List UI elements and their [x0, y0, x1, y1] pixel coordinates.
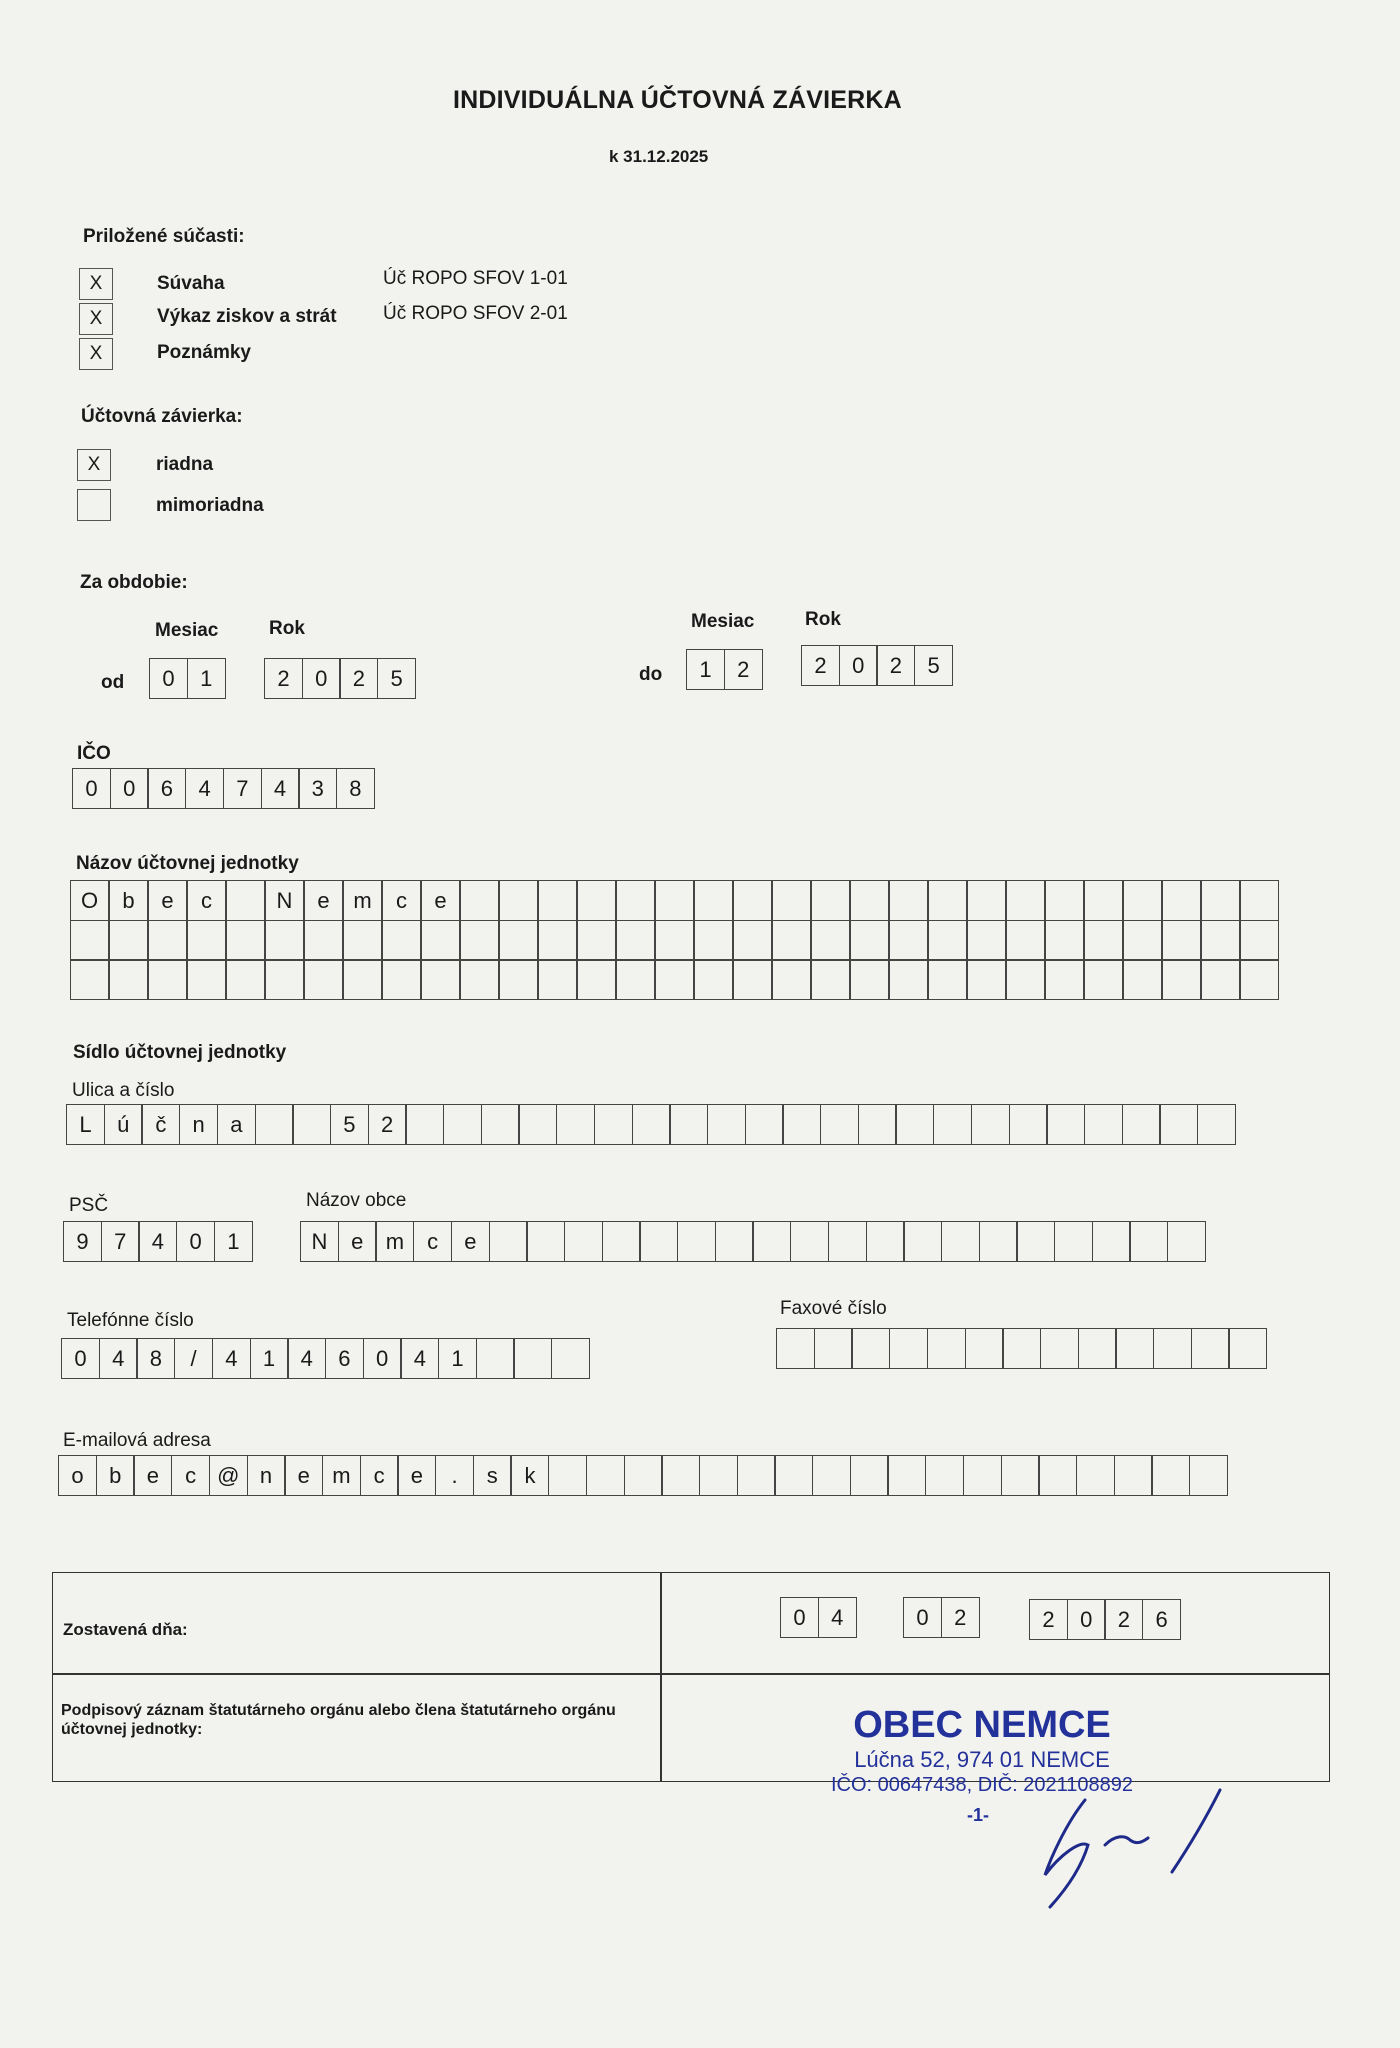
- signature-label: Podpisový záznam štatutárneho orgánu alebo člena štatutárneho orgánu účtovnej jednotky:: [61, 1702, 616, 1738]
- char-box[interactable]: [602, 1221, 641, 1262]
- char-box[interactable]: [933, 1104, 972, 1145]
- char-box[interactable]: 6: [147, 768, 186, 809]
- char-box[interactable]: 0: [72, 768, 111, 809]
- char-box[interactable]: [1153, 1328, 1192, 1369]
- char-box[interactable]: [928, 880, 967, 921]
- char-box[interactable]: [255, 1104, 294, 1145]
- char-box[interactable]: [1201, 920, 1240, 961]
- char-box[interactable]: 0: [780, 1597, 819, 1638]
- char-box[interactable]: [382, 920, 421, 961]
- char-box[interactable]: [639, 1221, 678, 1262]
- char-box[interactable]: [889, 1328, 928, 1369]
- char-box[interactable]: [1201, 880, 1240, 921]
- char-box[interactable]: [1115, 1328, 1154, 1369]
- attachment-code-vykaz: Úč ROPO SFOV 2-01: [383, 303, 568, 324]
- psc-boxes[interactable]: [63, 1221, 252, 1262]
- char-box[interactable]: [928, 959, 967, 1000]
- char-box[interactable]: [1240, 959, 1279, 1000]
- char-box[interactable]: 6: [1142, 1599, 1181, 1640]
- char-box[interactable]: [109, 959, 148, 1000]
- town-boxes[interactable]: [300, 1221, 1205, 1262]
- char-box[interactable]: [733, 920, 772, 961]
- closing-type-checkbox-mimoriadna[interactable]: [77, 489, 111, 521]
- char-box[interactable]: [1189, 1455, 1228, 1496]
- char-box[interactable]: [1084, 959, 1123, 1000]
- attachment-label-vykaz: Výkaz ziskov a strát: [157, 306, 337, 327]
- char-box[interactable]: [616, 920, 655, 961]
- char-box[interactable]: [421, 920, 460, 961]
- period-from-year-label: Rok: [269, 618, 305, 639]
- char-box[interactable]: [737, 1455, 776, 1496]
- char-box[interactable]: 2: [941, 1597, 980, 1638]
- phone-label: Telefónne číslo: [67, 1310, 194, 1331]
- char-box[interactable]: [1084, 920, 1123, 961]
- char-box[interactable]: [772, 920, 811, 961]
- char-box[interactable]: 4: [287, 1338, 326, 1379]
- char-box[interactable]: [265, 920, 304, 961]
- char-box[interactable]: [343, 920, 382, 961]
- psc-label: PSČ: [69, 1195, 109, 1216]
- char-box[interactable]: [811, 920, 850, 961]
- char-box[interactable]: [1123, 920, 1162, 961]
- stamp-name: OBEC NEMCE: [853, 1704, 1111, 1746]
- char-box[interactable]: 4: [818, 1597, 857, 1638]
- char-box[interactable]: [460, 880, 499, 921]
- closing-type-heading: Účtovná závierka:: [81, 406, 243, 427]
- period-from-month-label: Mesiac: [155, 620, 219, 641]
- char-box[interactable]: e: [451, 1221, 490, 1262]
- char-box[interactable]: [1123, 880, 1162, 921]
- char-box[interactable]: [624, 1455, 663, 1496]
- form-title: INDIVIDUÁLNA ÚČTOVNÁ ZÁVIERKA: [453, 86, 902, 114]
- char-box[interactable]: L: [66, 1104, 105, 1145]
- char-box[interactable]: [1076, 1455, 1115, 1496]
- char-box[interactable]: [699, 1455, 738, 1496]
- char-box[interactable]: [655, 920, 694, 961]
- char-box[interactable]: [513, 1338, 552, 1379]
- attachment-checkbox-suvaha[interactable]: X: [79, 268, 113, 300]
- char-box[interactable]: [814, 1328, 853, 1369]
- char-box[interactable]: [812, 1455, 851, 1496]
- char-box[interactable]: [1159, 1104, 1198, 1145]
- char-box[interactable]: [1162, 920, 1201, 961]
- period-heading: Za obdobie:: [80, 572, 188, 593]
- char-box[interactable]: [790, 1221, 829, 1262]
- char-box[interactable]: [481, 1104, 520, 1145]
- char-box[interactable]: [850, 959, 889, 1000]
- char-box[interactable]: [707, 1104, 746, 1145]
- char-box[interactable]: 0: [1067, 1599, 1106, 1640]
- char-box[interactable]: 0: [110, 768, 149, 809]
- char-box[interactable]: [1123, 959, 1162, 1000]
- char-box[interactable]: 9: [63, 1221, 102, 1262]
- char-box[interactable]: [889, 880, 928, 921]
- char-box[interactable]: [564, 1221, 603, 1262]
- char-box[interactable]: [850, 920, 889, 961]
- char-box[interactable]: [632, 1104, 671, 1145]
- char-box[interactable]: [661, 1455, 700, 1496]
- char-box[interactable]: [1162, 880, 1201, 921]
- char-box[interactable]: [1197, 1104, 1236, 1145]
- char-box[interactable]: [941, 1221, 980, 1262]
- char-box[interactable]: e: [284, 1455, 323, 1496]
- char-box[interactable]: 2: [264, 658, 303, 699]
- char-box[interactable]: [70, 959, 109, 1000]
- char-box[interactable]: [887, 1455, 926, 1496]
- char-box[interactable]: 4: [400, 1338, 439, 1379]
- char-box[interactable]: [1092, 1221, 1131, 1262]
- char-box[interactable]: [858, 1104, 897, 1145]
- period-to-year-label: Rok: [805, 609, 841, 630]
- char-box[interactable]: [343, 959, 382, 1000]
- char-box[interactable]: [979, 1221, 1018, 1262]
- char-box[interactable]: s: [473, 1455, 512, 1496]
- char-box[interactable]: [226, 959, 265, 1000]
- char-box[interactable]: [382, 959, 421, 1000]
- char-box[interactable]: e: [338, 1221, 377, 1262]
- char-box[interactable]: O: [70, 880, 109, 921]
- char-box[interactable]: [421, 959, 460, 1000]
- char-box[interactable]: 4: [138, 1221, 177, 1262]
- char-box[interactable]: 4: [99, 1338, 138, 1379]
- char-box[interactable]: [772, 880, 811, 921]
- char-box[interactable]: 7: [101, 1221, 140, 1262]
- char-box[interactable]: [774, 1455, 813, 1496]
- char-box[interactable]: [677, 1221, 716, 1262]
- char-box[interactable]: [304, 959, 343, 1000]
- char-box[interactable]: 2: [876, 645, 915, 686]
- char-box[interactable]: [1191, 1328, 1230, 1369]
- char-box[interactable]: [499, 880, 538, 921]
- char-box[interactable]: [1009, 1104, 1048, 1145]
- char-box[interactable]: [782, 1104, 821, 1145]
- char-box[interactable]: 0: [61, 1338, 100, 1379]
- char-box[interactable]: [1038, 1455, 1077, 1496]
- char-box[interactable]: [850, 1455, 889, 1496]
- street-boxes[interactable]: [66, 1104, 1235, 1145]
- char-box[interactable]: [476, 1338, 515, 1379]
- compiled-year-boxes[interactable]: [1029, 1599, 1180, 1640]
- char-box[interactable]: 8: [136, 1338, 175, 1379]
- char-box[interactable]: e: [397, 1455, 436, 1496]
- char-box[interactable]: [1016, 1221, 1055, 1262]
- char-box[interactable]: 1: [250, 1338, 289, 1379]
- char-box[interactable]: 0: [839, 645, 878, 686]
- email-label: E-mailová adresa: [63, 1430, 211, 1451]
- closing-type-label-mimoriadna: mimoriadna: [156, 495, 264, 516]
- char-box[interactable]: 1: [187, 658, 226, 699]
- char-box[interactable]: 4: [212, 1338, 251, 1379]
- street-label: Ulica a číslo: [72, 1080, 175, 1101]
- char-box[interactable]: [1084, 880, 1123, 921]
- period-to-month-label: Mesiac: [691, 611, 755, 632]
- period-from-label: od: [101, 672, 125, 693]
- char-box[interactable]: ú: [104, 1104, 143, 1145]
- char-box[interactable]: [694, 880, 733, 921]
- char-box[interactable]: 0: [149, 658, 188, 699]
- char-box[interactable]: [538, 880, 577, 921]
- page-number: -1-: [967, 1805, 989, 1825]
- closing-type-checkbox-riadna[interactable]: X: [77, 449, 111, 481]
- char-box[interactable]: [1006, 959, 1045, 1000]
- stamp-address: Lúčna 52, 974 01 NEMCE: [854, 1747, 1110, 1772]
- ico-boxes[interactable]: [72, 768, 374, 809]
- char-box[interactable]: [148, 959, 187, 1000]
- char-box[interactable]: 0: [363, 1338, 402, 1379]
- char-box[interactable]: e: [148, 880, 187, 921]
- char-box[interactable]: [1054, 1221, 1093, 1262]
- char-box[interactable]: 2: [724, 649, 763, 690]
- char-box[interactable]: [551, 1338, 590, 1379]
- char-box[interactable]: [616, 959, 655, 1000]
- char-box[interactable]: [1151, 1455, 1190, 1496]
- closing-type-label-riadna: riadna: [156, 454, 214, 475]
- char-box[interactable]: 0: [302, 658, 341, 699]
- attachment-checkbox-poznamky[interactable]: X: [79, 338, 113, 370]
- char-box[interactable]: [538, 920, 577, 961]
- char-box[interactable]: [967, 880, 1006, 921]
- char-box[interactable]: [187, 920, 226, 961]
- char-box[interactable]: [776, 1328, 815, 1369]
- attachment-code-suvaha: Úč ROPO SFOV 1-01: [383, 268, 568, 289]
- char-box[interactable]: [1045, 959, 1084, 1000]
- char-box[interactable]: [889, 959, 928, 1000]
- char-box[interactable]: [733, 880, 772, 921]
- char-box[interactable]: 5: [377, 658, 416, 699]
- char-box[interactable]: c: [171, 1455, 210, 1496]
- char-box[interactable]: [460, 959, 499, 1000]
- char-box[interactable]: [828, 1221, 867, 1262]
- char-box[interactable]: [1240, 920, 1279, 961]
- unit-name-label: Názov účtovnej jednotky: [76, 853, 299, 874]
- char-box[interactable]: [499, 959, 538, 1000]
- period-to-month-boxes[interactable]: [686, 649, 761, 690]
- char-box[interactable]: [109, 920, 148, 961]
- char-box[interactable]: [460, 920, 499, 961]
- char-box[interactable]: [1240, 880, 1279, 921]
- char-box[interactable]: [903, 1221, 942, 1262]
- char-box[interactable]: [577, 920, 616, 961]
- char-box[interactable]: [850, 880, 889, 921]
- char-box[interactable]: [548, 1455, 587, 1496]
- char-box[interactable]: [1001, 1455, 1040, 1496]
- char-box[interactable]: [895, 1104, 934, 1145]
- char-box[interactable]: 4: [261, 768, 300, 809]
- unit-name-grid[interactable]: [70, 880, 1279, 999]
- char-box[interactable]: [811, 959, 850, 1000]
- char-box[interactable]: [655, 959, 694, 1000]
- char-box[interactable]: m: [343, 880, 382, 921]
- char-box[interactable]: c: [360, 1455, 399, 1496]
- char-box[interactable]: @: [209, 1455, 248, 1496]
- char-box[interactable]: [655, 880, 694, 921]
- char-box[interactable]: [577, 959, 616, 1000]
- period-to-year-boxes[interactable]: [801, 645, 952, 686]
- char-box[interactable]: e: [304, 880, 343, 921]
- attachment-label-poznamky: Poznámky: [157, 342, 251, 363]
- char-box[interactable]: [226, 920, 265, 961]
- phone-boxes[interactable]: [61, 1338, 589, 1379]
- period-from-month-boxes[interactable]: [149, 658, 224, 699]
- char-box[interactable]: [538, 959, 577, 1000]
- handwritten-signature: [1030, 1780, 1270, 1920]
- char-box[interactable]: 5: [330, 1104, 369, 1145]
- char-box[interactable]: [1046, 1104, 1085, 1145]
- char-box[interactable]: [1122, 1104, 1161, 1145]
- char-box[interactable]: [965, 1328, 1004, 1369]
- char-box[interactable]: [925, 1455, 964, 1496]
- char-box[interactable]: [70, 920, 109, 961]
- char-box[interactable]: 1: [214, 1221, 253, 1262]
- char-box[interactable]: 1: [686, 649, 725, 690]
- char-box[interactable]: 6: [325, 1338, 364, 1379]
- compiled-label: Zostavená dňa:: [63, 1620, 188, 1639]
- char-box[interactable]: [1078, 1328, 1117, 1369]
- char-box[interactable]: 1: [438, 1338, 477, 1379]
- char-box[interactable]: 2: [368, 1104, 407, 1145]
- char-box[interactable]: [715, 1221, 754, 1262]
- char-box[interactable]: [889, 920, 928, 961]
- ico-label: IČO: [77, 743, 111, 764]
- char-box[interactable]: .: [435, 1455, 474, 1496]
- period-from-year-boxes[interactable]: [264, 658, 415, 699]
- fax-boxes[interactable]: [776, 1328, 1266, 1369]
- town-label: Názov obce: [306, 1190, 407, 1211]
- char-box[interactable]: [1167, 1221, 1206, 1262]
- attachment-checkbox-vykaz[interactable]: X: [79, 303, 113, 335]
- char-box[interactable]: [499, 920, 538, 961]
- char-box[interactable]: [1045, 920, 1084, 961]
- char-box[interactable]: [443, 1104, 482, 1145]
- char-box[interactable]: [526, 1221, 565, 1262]
- char-box[interactable]: 2: [1029, 1599, 1068, 1640]
- char-box[interactable]: 5: [914, 645, 953, 686]
- char-box[interactable]: 3: [298, 768, 337, 809]
- char-box[interactable]: [1040, 1328, 1079, 1369]
- char-box[interactable]: [745, 1104, 784, 1145]
- stamp-ids: IČO: 00647438, DIČ: 2021108892: [830, 1774, 1134, 1796]
- char-box[interactable]: [304, 920, 343, 961]
- attachments-heading: Priložené súčasti:: [83, 226, 245, 247]
- char-box[interactable]: [967, 920, 1006, 961]
- char-box[interactable]: [1045, 880, 1084, 921]
- compiled-month-boxes[interactable]: [903, 1597, 978, 1638]
- char-box[interactable]: [616, 880, 655, 921]
- char-box[interactable]: [1201, 959, 1240, 1000]
- char-box[interactable]: [556, 1104, 595, 1145]
- char-box[interactable]: [1129, 1221, 1168, 1262]
- char-box[interactable]: [927, 1328, 966, 1369]
- char-box[interactable]: [489, 1221, 528, 1262]
- period-to-label: do: [639, 664, 663, 685]
- char-box[interactable]: [772, 959, 811, 1000]
- char-box[interactable]: [577, 880, 616, 921]
- char-box[interactable]: c: [187, 880, 226, 921]
- char-box[interactable]: m: [322, 1455, 361, 1496]
- char-box[interactable]: [811, 880, 850, 921]
- char-box[interactable]: e: [421, 880, 460, 921]
- char-box[interactable]: [1228, 1328, 1267, 1369]
- char-box[interactable]: 4: [185, 768, 224, 809]
- char-box[interactable]: k: [510, 1455, 549, 1496]
- char-box[interactable]: [866, 1221, 905, 1262]
- char-box[interactable]: n: [247, 1455, 286, 1496]
- attachment-label-suvaha: Súvaha: [157, 273, 225, 294]
- char-box[interactable]: 2: [1104, 1599, 1143, 1640]
- char-box[interactable]: o: [58, 1455, 97, 1496]
- char-box[interactable]: [586, 1455, 625, 1496]
- char-box[interactable]: c: [382, 880, 421, 921]
- char-box[interactable]: e: [133, 1455, 172, 1496]
- char-box[interactable]: 0: [903, 1597, 942, 1638]
- char-box[interactable]: c: [413, 1221, 452, 1262]
- char-box[interactable]: [752, 1221, 791, 1262]
- char-box[interactable]: N: [300, 1221, 339, 1262]
- form-date: k 31.12.2025: [609, 147, 709, 166]
- char-box[interactable]: N: [265, 880, 304, 921]
- char-box[interactable]: [733, 959, 772, 1000]
- char-box[interactable]: b: [96, 1455, 135, 1496]
- char-box[interactable]: [963, 1455, 1002, 1496]
- char-box[interactable]: [1162, 959, 1201, 1000]
- char-box[interactable]: [971, 1104, 1010, 1145]
- char-box[interactable]: b: [109, 880, 148, 921]
- char-box[interactable]: m: [375, 1221, 414, 1262]
- char-box[interactable]: a: [217, 1104, 256, 1145]
- char-box[interactable]: [669, 1104, 708, 1145]
- char-box[interactable]: [694, 920, 733, 961]
- char-box[interactable]: 8: [336, 768, 375, 809]
- char-box[interactable]: [187, 959, 226, 1000]
- email-boxes[interactable]: [58, 1455, 1227, 1496]
- char-box[interactable]: [226, 880, 265, 921]
- char-box[interactable]: [1006, 880, 1045, 921]
- char-box[interactable]: [820, 1104, 859, 1145]
- char-box[interactable]: /: [174, 1338, 213, 1379]
- char-box[interactable]: [1002, 1328, 1041, 1369]
- char-box[interactable]: [694, 959, 733, 1000]
- char-box[interactable]: [1006, 920, 1045, 961]
- char-box[interactable]: [148, 920, 187, 961]
- char-box[interactable]: 2: [801, 645, 840, 686]
- char-box[interactable]: [265, 959, 304, 1000]
- char-box[interactable]: 0: [176, 1221, 215, 1262]
- char-box[interactable]: [594, 1104, 633, 1145]
- compiled-day-boxes[interactable]: [780, 1597, 855, 1638]
- char-box[interactable]: [405, 1104, 444, 1145]
- char-box[interactable]: [967, 959, 1006, 1000]
- char-box[interactable]: [851, 1328, 890, 1369]
- char-box[interactable]: [518, 1104, 557, 1145]
- char-box[interactable]: [1114, 1455, 1153, 1496]
- char-box[interactable]: [928, 920, 967, 961]
- char-box[interactable]: č: [141, 1104, 180, 1145]
- char-box[interactable]: [1084, 1104, 1123, 1145]
- char-box[interactable]: n: [179, 1104, 218, 1145]
- char-box[interactable]: [292, 1104, 331, 1145]
- char-box[interactable]: 2: [339, 658, 378, 699]
- fax-label: Faxové číslo: [780, 1298, 887, 1319]
- char-box[interactable]: 7: [223, 768, 262, 809]
- address-heading: Sídlo účtovnej jednotky: [73, 1042, 287, 1063]
